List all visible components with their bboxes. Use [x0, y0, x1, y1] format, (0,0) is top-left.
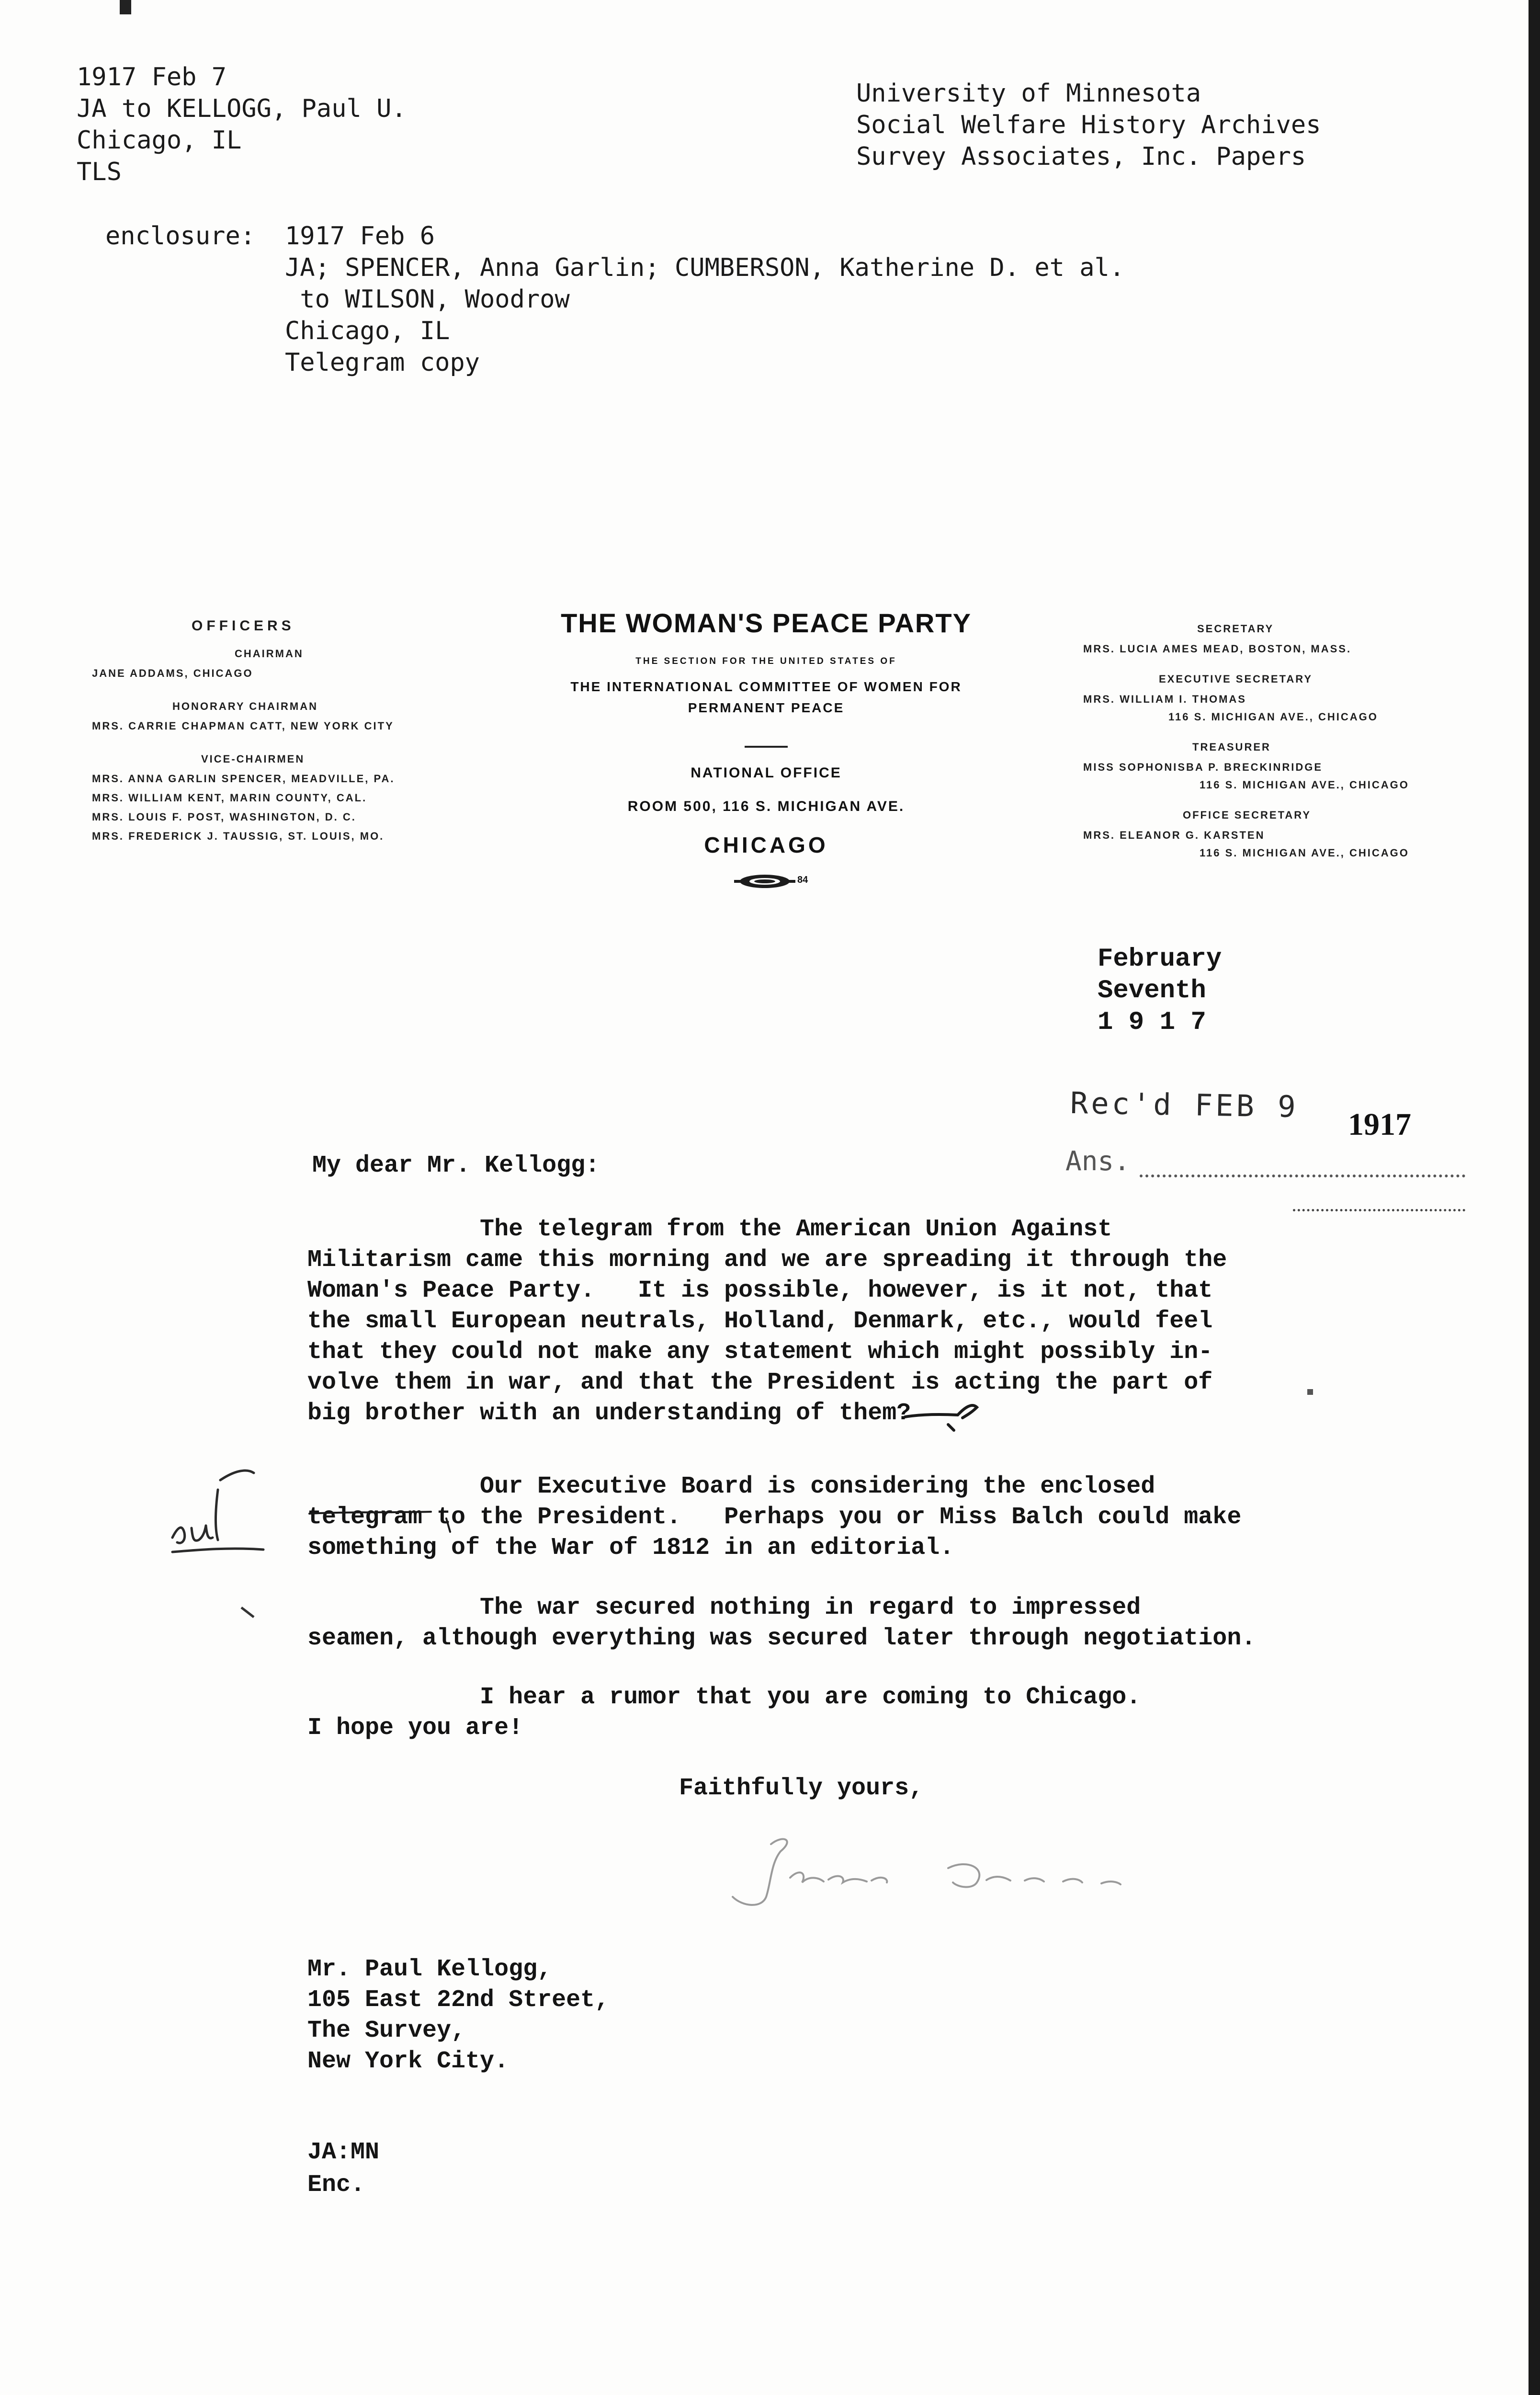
address-line: 105 East 22nd Street, [307, 1986, 610, 2014]
text-line: the small European neutrals, Holland, Denmark, etc., would feel [307, 1308, 1213, 1335]
address-line: The Survey, [307, 2017, 466, 2044]
vice-title: VICE-CHAIRMEN [201, 753, 305, 765]
margin-mark [239, 1606, 259, 1620]
text-line: that they could not make any statement which might possibly in- [307, 1338, 1213, 1366]
vice-name: MRS. FREDERICK J. TAUSSIG, ST. LOUIS, MO. [92, 830, 385, 842]
catalog-left [77, 61, 407, 188]
letter-date [1098, 944, 1222, 1038]
text-line: The telegram from the American Union Against [307, 1216, 1112, 1243]
union-label-emblem [730, 872, 816, 891]
catalog-line: JA to KELLOGG, Paul U. [77, 94, 407, 123]
exec-secretary-address: 116 S. MICHIGAN AVE., CHICAGO [1168, 711, 1378, 723]
enclosure-line: to WILSON, Woodrow [285, 285, 570, 314]
exec-secretary-title: EXECUTIVE SECRETARY [1159, 673, 1313, 685]
date-line: Seventh [1098, 976, 1206, 1005]
vice-name: MRS. LOUIS F. POST, WASHINGTON, D. C. [92, 811, 356, 823]
catalog-line: University of Minnesota [856, 79, 1201, 108]
text-line: I hear a rumor that you are coming to Chicago. [307, 1684, 1141, 1711]
typist-initials: JA:MN [307, 2139, 380, 2166]
paragraph-1 [307, 1214, 1227, 1429]
text-line: volve them in war, and that the President is acting the part of [307, 1369, 1213, 1396]
hand-underline [306, 1509, 460, 1538]
enclosure-note: Enc. [307, 2171, 365, 2199]
section-line-2: THE INTERNATIONAL COMMITTEE OF WOMEN FOR [570, 679, 962, 694]
office-address: ROOM 500, 116 S. MICHIGAN AVE. [627, 798, 905, 814]
address-line: Mr. Paul Kellogg, [307, 1956, 552, 1983]
vice-name: MRS. WILLIAM KENT, MARIN COUNTY, CAL. [92, 792, 367, 804]
exec-secretary-name: MRS. WILLIAM I. THOMAS [1083, 693, 1246, 705]
honorary-title: HONORARY CHAIRMAN [172, 700, 318, 712]
text-line: Woman's Peace Party. It is possible, however, is it not, that [307, 1277, 1213, 1304]
text-line: big brother with an understanding of them? [307, 1400, 911, 1427]
chairman-title: CHAIRMAN [235, 648, 304, 660]
section-line-1: THE SECTION FOR THE UNITED STATES OF [635, 656, 897, 666]
address-line: New York City. [307, 2048, 509, 2075]
letterhead-rule [745, 746, 788, 748]
text-line: The war secured nothing in regard to impressed [307, 1594, 1141, 1621]
text-line: Our Executive Board is considering the enclosed [307, 1473, 1155, 1500]
catalog-line: 1917 Feb 7 [77, 63, 227, 91]
text-line: I hope you are! [307, 1714, 523, 1742]
scan-edge [1529, 0, 1540, 2395]
treasurer-address: 116 S. MICHIGAN AVE., CHICAGO [1200, 779, 1409, 791]
chairman-name: JANE ADDAMS, CHICAGO [92, 667, 253, 679]
text-line: something of the War of 1812 in an editorial. [307, 1534, 954, 1562]
enclosure-line: Telegram copy [285, 348, 480, 377]
salutation: My dear Mr. Kellogg: [312, 1152, 600, 1179]
honorary-name: MRS. CARRIE CHAPMAN CATT, NEW YORK CITY [92, 720, 394, 732]
paragraph-4 [307, 1682, 1141, 1744]
hand-correction [900, 1393, 996, 1436]
treasurer-title: TREASURER [1192, 741, 1271, 753]
office-secretary-title: OFFICE SECRETARY [1183, 809, 1312, 821]
treasurer-name: MISS SOPHONISBA P. BRECKINRIDGE [1083, 761, 1323, 773]
office-secretary-address: 116 S. MICHIGAN AVE., CHICAGO [1200, 847, 1409, 859]
answered-dotted-line [1293, 1209, 1465, 1211]
received-stamp: Rec'd FEB 9 [1070, 1085, 1299, 1125]
catalog-line: Social Welfare History Archives [856, 111, 1321, 139]
enclosure-line: JA; SPENCER, Anna Garlin; CUMBERSON, Katherine D. et al. [285, 253, 1125, 282]
vice-name: MRS. ANNA GARLIN SPENCER, MEADVILLE, PA. [92, 773, 395, 785]
office-secretary-name: MRS. ELEANOR G. KARSTEN [1083, 829, 1265, 841]
city: CHICAGO [704, 833, 828, 857]
date-line: February [1098, 945, 1222, 974]
section-line-3: PERMANENT PEACE [688, 700, 845, 715]
enclosure-block [285, 220, 1124, 378]
answered-stamp: Ans. [1065, 1146, 1130, 1177]
text-line: seamen, although everything was secured later through negotiation. [307, 1625, 1256, 1652]
signature [699, 1830, 1178, 1916]
recipient-address [307, 1954, 609, 2077]
scan-mark [120, 0, 131, 14]
enclosure-label: enclosure: [105, 222, 256, 251]
date-line: 1 9 1 7 [1098, 1008, 1206, 1037]
enclosure-line: Chicago, IL [285, 317, 450, 345]
text-line: telegram to the President. Perhaps you or Miss Balch could make [307, 1504, 1242, 1531]
organization-title: THE WOMAN'S PEACE PARTY [561, 608, 972, 638]
national-office: NATIONAL OFFICE [691, 765, 842, 781]
text-line: Militarism came this morning and we are spreading it through the [307, 1246, 1227, 1274]
catalog-right [856, 78, 1321, 172]
answered-dotted-line [1140, 1175, 1465, 1177]
officers-heading: OFFICERS [192, 618, 295, 634]
enclosure-line: 1917 Feb 6 [285, 222, 435, 251]
stray-mark [1307, 1389, 1313, 1395]
closing: Faithfully yours, [679, 1775, 924, 1802]
catalog-line: TLS [77, 158, 122, 186]
secretary-title: SECRETARY [1197, 623, 1274, 635]
catalog-line: Chicago, IL [77, 126, 242, 155]
catalog-line: Survey Associates, Inc. Papers [856, 142, 1306, 171]
secretary-name: MRS. LUCIA AMES MEAD, BOSTON, MASS. [1083, 643, 1352, 655]
margin-note [163, 1461, 278, 1571]
union-label-number: 84 [797, 875, 808, 885]
received-year: 1917 [1348, 1107, 1411, 1142]
paragraph-3 [307, 1593, 1256, 1654]
